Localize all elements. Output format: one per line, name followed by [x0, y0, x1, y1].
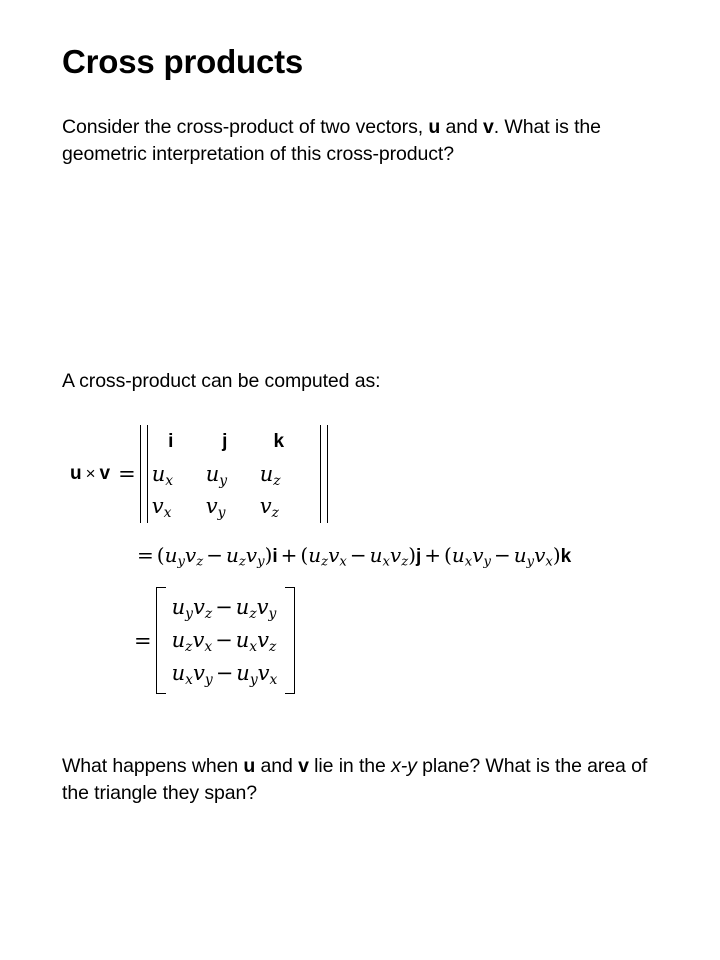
expansion-plus-2: +: [424, 543, 442, 567]
intro-text-part2: and: [440, 116, 484, 138]
question-paragraph: [62, 753, 662, 807]
matrix-cell-vx: $v_x$: [151, 494, 172, 521]
expansion-equals-sign: =: [137, 543, 154, 567]
matrix-cell-ux: $u_x$: [151, 462, 174, 489]
expanded-cross-product: [134, 543, 571, 568]
expansion-plus-1: +: [280, 543, 298, 567]
intro-text-part1: Consider the cross-product of two vectors,: [62, 116, 429, 138]
unit-vector-i: i: [168, 431, 174, 452]
compute-lead-paragraph: A cross-product can be computed as:: [62, 370, 381, 392]
column-vector: [166, 587, 286, 694]
expansion-term-j: $(u_zv_x - u_xv_z)j$: [300, 543, 422, 570]
bracket-left-icon: [156, 587, 166, 694]
determinant-matrix: [150, 425, 318, 523]
page-title: Cross products: [62, 43, 304, 80]
cross-operator-icon: ×: [85, 464, 96, 483]
intro-vector-u: u: [428, 116, 441, 138]
intro-paragraph: [62, 114, 652, 168]
column-vector-row-1: $u_yv_z - u_zv_y$: [171, 595, 277, 622]
lhs-vector-v: v: [99, 463, 111, 484]
expansion-term-i: $(u_yv_z - u_zv_y)i$: [156, 543, 278, 570]
bracket-right-icon: [285, 587, 295, 694]
expansion-term-k: $(u_xv_y - u_yv_x)k$: [444, 543, 572, 570]
matrix-cell-uz: $u_z$: [259, 462, 281, 489]
column-vector-equation: [134, 587, 295, 694]
unit-vector-k: k: [273, 431, 285, 452]
column-vector-equals-sign: =: [134, 628, 152, 653]
determinant-equation: [70, 425, 330, 523]
question-vector-v: v: [298, 755, 309, 777]
question-text-part4: plane? What is the area of the triangle they span?: [62, 755, 648, 804]
question-text-part3: lie in the: [308, 755, 392, 777]
determinant-bar-right-icon: [320, 425, 328, 523]
question-text-part1: What happens when: [62, 755, 244, 777]
equals-sign: =: [118, 462, 136, 486]
matrix-cell-vz: $v_z$: [259, 494, 279, 521]
unit-vector-j: j: [222, 431, 228, 452]
lhs-u-cross-v: [70, 462, 138, 486]
determinant-bar-left-icon: [140, 425, 148, 523]
column-vector-row-2: $u_zv_x - u_xv_z$: [171, 628, 277, 655]
matrix-cell-vy: $v_y$: [205, 494, 226, 521]
question-text-part2: and: [255, 755, 299, 777]
question-vector-u: u: [243, 755, 256, 777]
intro-vector-v: v: [483, 116, 494, 138]
column-vector-row-3: $u_xv_y - u_yv_x$: [171, 661, 278, 688]
matrix-cell-uy: $u_y$: [205, 462, 228, 489]
intro-text-part3: . What is the geometric interpretation of this cross-product?: [62, 116, 601, 165]
lhs-vector-u: u: [70, 463, 82, 484]
question-xy-plane-label: x-y: [391, 755, 417, 777]
